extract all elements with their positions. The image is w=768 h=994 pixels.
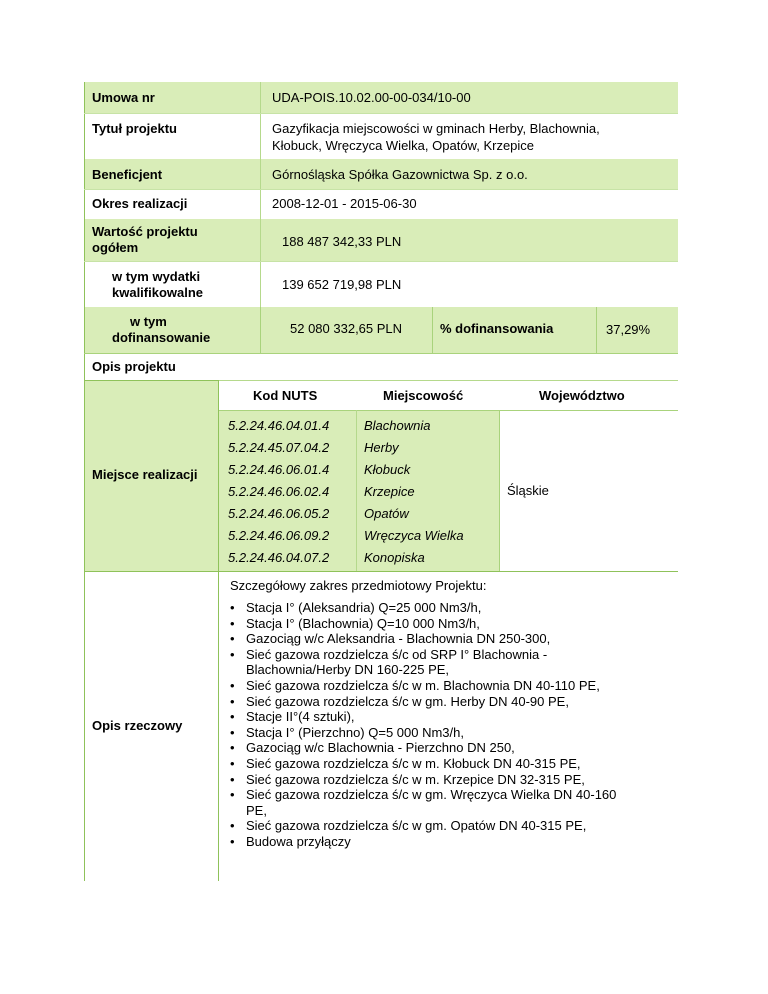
wojewodztwo-value: Śląskie [507,483,549,498]
procent-label: % dofinansowania [440,321,554,336]
row-divider [84,189,678,190]
list-item: • Sieć gazowa rozdzielcza ś/c w gm. Opatów DN 40-315 PE, [230,818,670,834]
col-divider-procent-value [596,307,597,353]
procent-value: 37,29% [606,322,651,337]
location-kod: 5.2.24.45.07.04.2 [228,440,330,455]
header-kod-nuts: Kod NUTS [253,388,318,403]
list-item: • Gazociąg w/c Aleksandria - Blachownia DN 250-300, [230,631,670,647]
beneficjent-label: Beneficjent [92,167,163,182]
okres-value: 2008-12-01 - 2015-06-30 [272,196,417,211]
location-kod: 5.2.24.46.06.02.4 [228,484,330,499]
list-item: • Sieć gazowa rozdzielcza ś/c w m. Blachownia DN 40-110 PE, [230,678,670,694]
tytul-value-line2: Kłobuck, Wręczyca Wielka, Opatów, Krzepice [272,138,535,153]
list-item: • Stacje II°(4 sztuki), [230,709,670,725]
list-item: • Budowa przyłączy [230,834,670,850]
beneficjent-value: Górnośląska Spółka Gazownictwa Sp. z o.o. [272,167,528,182]
opis-rzeczowy-label: Opis rzeczowy [92,718,183,733]
list-item: • Gazociąg w/c Blachownia - Pierzchno DN 250, [230,740,670,756]
row-divider [84,261,678,262]
col-divider-dofin [260,307,261,353]
wydatki-value: 139 652 719,98 PLN [282,277,402,292]
location-kod: 5.2.24.46.06.09.2 [228,528,330,543]
row-divider [84,113,678,114]
tytul-label: Tytuł projektu [92,121,177,136]
list-item: • Stacja I° (Pierzchno) Q=5 000 Nm3/h, [230,725,670,741]
loc-col-divider [356,410,357,571]
list-item: • Sieć gazowa rozdzielcza ś/c w m. Kłobuck DN 40-315 PE, [230,756,670,772]
location-miejscowosc: Herby [364,440,399,455]
list-item: • Sieć gazowa rozdzielcza ś/c od SRP I° Blachownia - Blachownia/Herby DN 160-225 PE, [230,647,670,678]
list-item: • Sieć gazowa rozdzielcza ś/c w gm. Herby DN 40-90 PE, [230,694,670,710]
location-miejscowosc: Blachownia [364,418,431,433]
wartosc-label-line2: ogółem [92,240,139,255]
umowa-value: UDA-POIS.10.02.00-00-034/10-00 [272,90,471,105]
col-divider-procent [432,307,433,353]
location-miejscowosc: Wręczyca Wielka [364,528,464,543]
wydatki-label-line2: kwalifikowalne [112,285,204,300]
wartosc-label-line1: Wartość projektu [92,224,198,239]
list-item: • Sieć gazowa rozdzielcza ś/c w gm. Wręczyca Wielka DN 40-160 PE, [230,787,670,818]
tytul-value-line1: Gazyfikacja miejscowości w gminach Herby, Blachownia, [272,121,600,136]
header-miejscowosc: Miejscowość [383,388,464,403]
dofin-label-line1: w tym [130,314,167,329]
opis-projektu-heading: Opis projektu [92,359,176,374]
row-divider [84,353,678,354]
header-wojewodztwo: Województwo [539,388,625,403]
dofin-value: 52 080 332,65 PLN [290,321,403,336]
location-miejscowosc: Konopiska [364,550,425,565]
list-item: • Stacja I° (Blachownia) Q=10 000 Nm3/h, [230,616,670,632]
dofin-label-line2: dofinansowanie [112,330,211,345]
opis-rzeczowy-top-line [219,571,678,572]
location-miejscowosc: Krzepice [364,484,415,499]
location-miejscowosc: Kłobuck [364,462,411,477]
location-kod: 5.2.24.46.06.01.4 [228,462,330,477]
umowa-label: Umowa nr [92,90,155,105]
list-item: • Sieć gazowa rozdzielcza ś/c w m. Krzepice DN 32-315 PE, [230,772,670,788]
location-kod: 5.2.24.46.06.05.2 [228,506,330,521]
wydatki-label-line1: w tym wydatki [112,269,201,284]
location-kod: 5.2.24.46.04.07.2 [228,550,330,565]
opis-rzeczowy-intro: Szczegółowy zakres przedmiotowy Projektu: [230,578,487,593]
list-item: • Stacja I° (Aleksandria) Q=25 000 Nm3/h, [230,600,670,616]
opis-rzeczowy-list [230,600,670,850]
location-kod: 5.2.24.46.04.01.4 [228,418,330,433]
wartosc-value: 188 487 342,33 PLN [282,234,402,249]
col-divider-main [260,82,261,307]
miejsce-realizacji-label: Miejsce realizacji [92,467,198,482]
okres-label: Okres realizacji [92,196,188,211]
location-miejscowosc: Opatów [364,506,409,521]
